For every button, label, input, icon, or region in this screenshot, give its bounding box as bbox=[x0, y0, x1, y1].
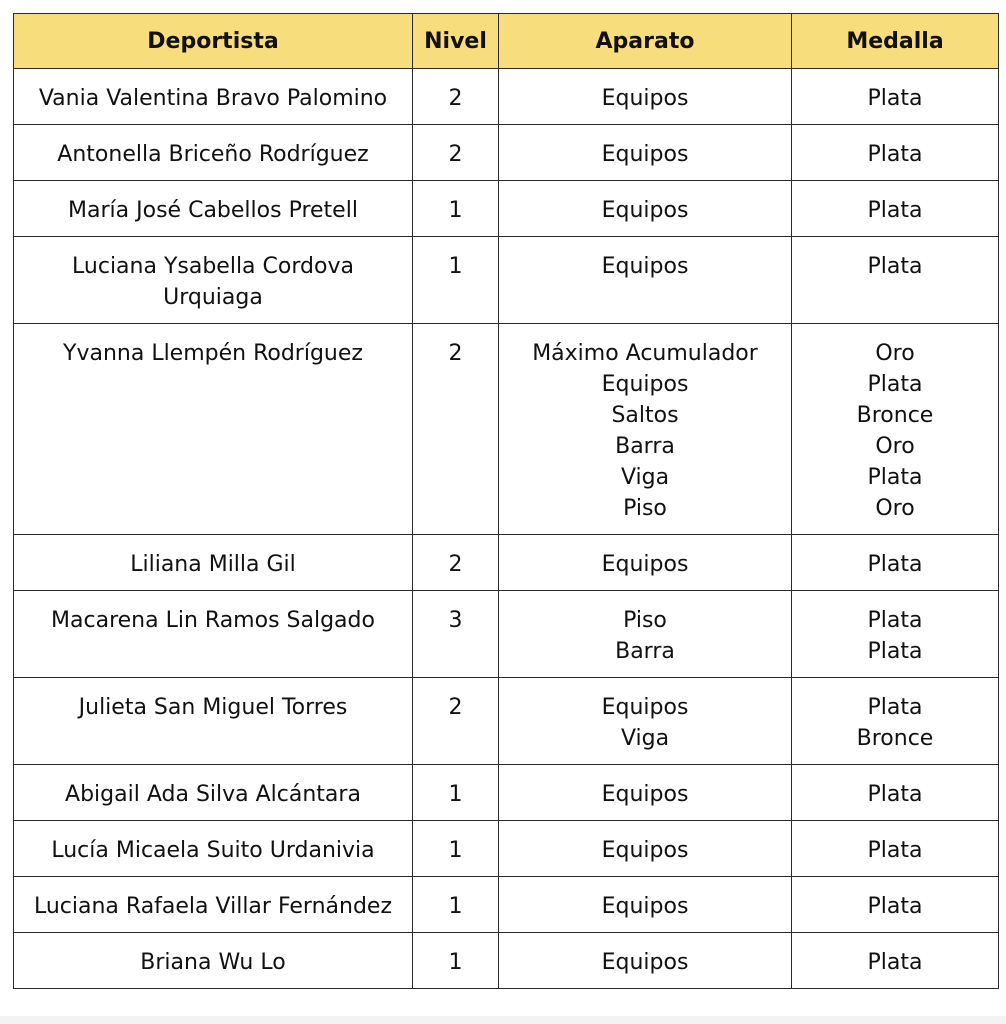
medal-item: Oro bbox=[875, 434, 915, 459]
medal-item: Oro bbox=[875, 341, 915, 366]
level-cell: 2 bbox=[413, 324, 499, 535]
level-cell: 2 bbox=[413, 535, 499, 591]
apparatus-item: Equipos bbox=[601, 782, 689, 807]
medal-cell bbox=[792, 535, 999, 591]
medal-item: Plata bbox=[867, 782, 923, 807]
level-cell: 2 bbox=[413, 125, 499, 181]
medal-item: Plata bbox=[867, 198, 923, 223]
athlete-name-cell: Macarena Lin Ramos Salgado bbox=[14, 591, 413, 678]
apparatus-item: Piso bbox=[623, 608, 667, 633]
table-row bbox=[14, 324, 999, 535]
apparatus-cell bbox=[499, 877, 792, 933]
medal-item: Plata bbox=[867, 142, 923, 167]
medal-item: Plata bbox=[867, 552, 923, 577]
apparatus-item: Equipos bbox=[601, 254, 689, 279]
level-cell: 3 bbox=[413, 591, 499, 678]
table-body bbox=[14, 69, 999, 989]
apparatus-cell bbox=[499, 933, 792, 989]
athlete-name-cell: Julieta San Miguel Torres bbox=[14, 678, 413, 765]
medal-item: Bronce bbox=[856, 403, 934, 428]
medal-item: Plata bbox=[867, 608, 923, 633]
apparatus-cell bbox=[499, 821, 792, 877]
header-deportista: Deportista bbox=[14, 14, 413, 69]
medal-cell bbox=[792, 181, 999, 237]
athlete-name-cell: Liliana Milla Gil bbox=[14, 535, 413, 591]
athlete-name-cell: Abigail Ada Silva Alcántara bbox=[14, 765, 413, 821]
medal-item: Oro bbox=[875, 496, 915, 521]
table-header-row bbox=[14, 14, 999, 69]
medal-cell bbox=[792, 125, 999, 181]
athlete-name-cell: María José Cabellos Pretell bbox=[14, 181, 413, 237]
level-cell: 1 bbox=[413, 765, 499, 821]
table-row bbox=[14, 678, 999, 765]
table-row bbox=[14, 933, 999, 989]
results-table bbox=[13, 13, 999, 989]
apparatus-item: Saltos bbox=[611, 403, 679, 428]
apparatus-cell bbox=[499, 678, 792, 765]
table-row bbox=[14, 821, 999, 877]
medal-item: Plata bbox=[867, 639, 923, 664]
apparatus-item: Equipos bbox=[601, 142, 689, 167]
medal-item: Plata bbox=[867, 86, 923, 111]
level-cell: 1 bbox=[413, 181, 499, 237]
apparatus-item: Equipos bbox=[601, 894, 689, 919]
athlete-name-cell: Yvanna Llempén Rodríguez bbox=[14, 324, 413, 535]
apparatus-item: Equipos bbox=[601, 950, 689, 975]
apparatus-cell bbox=[499, 535, 792, 591]
medal-item: Plata bbox=[867, 695, 923, 720]
table-row bbox=[14, 69, 999, 125]
apparatus-item: Equipos bbox=[601, 552, 689, 577]
table-row bbox=[14, 877, 999, 933]
athlete-name-cell: Antonella Briceño Rodríguez bbox=[14, 125, 413, 181]
apparatus-cell bbox=[499, 324, 792, 535]
apparatus-item: Piso bbox=[623, 496, 667, 521]
medal-item: Plata bbox=[867, 465, 923, 490]
medal-cell bbox=[792, 765, 999, 821]
table-row bbox=[14, 181, 999, 237]
apparatus-item: Equipos bbox=[601, 372, 689, 397]
athlete-name-cell: Lucía Micaela Suito Urdanivia bbox=[14, 821, 413, 877]
apparatus-item: Viga bbox=[620, 726, 670, 751]
medal-item: Bronce bbox=[856, 726, 934, 751]
medal-item: Plata bbox=[867, 838, 923, 863]
medal-item: Plata bbox=[867, 254, 923, 279]
apparatus-item: Equipos bbox=[601, 198, 689, 223]
level-cell: 1 bbox=[413, 877, 499, 933]
apparatus-cell bbox=[499, 181, 792, 237]
medal-cell bbox=[792, 933, 999, 989]
medal-cell bbox=[792, 678, 999, 765]
athlete-name-cell: Luciana Rafaela Villar Fernández bbox=[14, 877, 413, 933]
table-row bbox=[14, 237, 999, 324]
table-row bbox=[14, 535, 999, 591]
apparatus-item: Barra bbox=[615, 434, 675, 459]
apparatus-cell bbox=[499, 765, 792, 821]
level-cell: 1 bbox=[413, 933, 499, 989]
medal-item: Plata bbox=[867, 894, 923, 919]
athlete-name-cell: Briana Wu Lo bbox=[14, 933, 413, 989]
level-cell: 2 bbox=[413, 69, 499, 125]
athlete-name-cell: Vania Valentina Bravo Palomino bbox=[14, 69, 413, 125]
header-aparato: Aparato bbox=[499, 14, 792, 69]
apparatus-item: Equipos bbox=[601, 838, 689, 863]
apparatus-cell bbox=[499, 237, 792, 324]
apparatus-item: Máximo Acumulador bbox=[532, 341, 758, 366]
medal-cell bbox=[792, 69, 999, 125]
table-row bbox=[14, 591, 999, 678]
medal-cell bbox=[792, 877, 999, 933]
table-row bbox=[14, 125, 999, 181]
apparatus-item: Viga bbox=[620, 465, 670, 490]
apparatus-cell bbox=[499, 591, 792, 678]
apparatus-cell bbox=[499, 69, 792, 125]
table-row bbox=[14, 765, 999, 821]
apparatus-cell bbox=[499, 125, 792, 181]
medal-cell bbox=[792, 237, 999, 324]
level-cell: 1 bbox=[413, 821, 499, 877]
medal-cell bbox=[792, 591, 999, 678]
athlete-name-cell: Luciana Ysabella Cordova Urquiaga bbox=[14, 237, 413, 324]
level-cell: 2 bbox=[413, 678, 499, 765]
medal-cell bbox=[792, 821, 999, 877]
header-nivel: Nivel bbox=[413, 14, 499, 69]
apparatus-item: Equipos bbox=[601, 86, 689, 111]
medal-item: Plata bbox=[867, 950, 923, 975]
level-cell: 1 bbox=[413, 237, 499, 324]
apparatus-item: Barra bbox=[615, 639, 675, 664]
medal-item: Plata bbox=[867, 372, 923, 397]
apparatus-item: Equipos bbox=[601, 695, 689, 720]
header-medalla: Medalla bbox=[792, 14, 999, 69]
medal-cell bbox=[792, 324, 999, 535]
